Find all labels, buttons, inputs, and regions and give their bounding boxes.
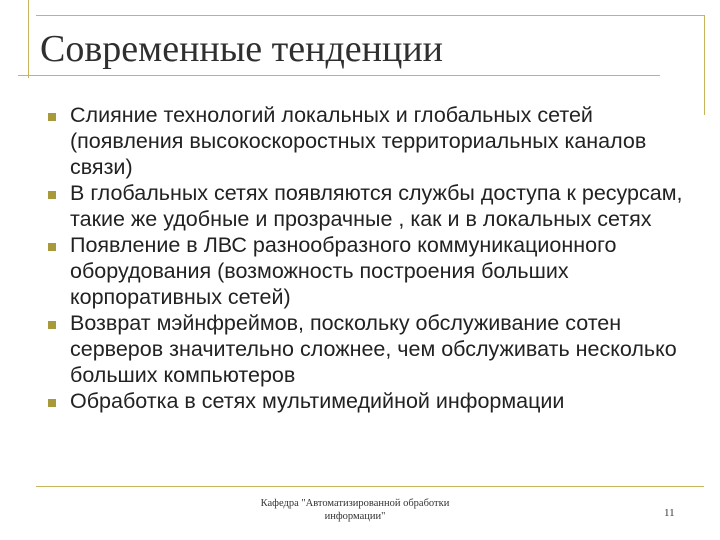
- title-underline: [18, 75, 660, 76]
- frame-top-line: [36, 15, 704, 16]
- footer-line: [36, 486, 704, 487]
- square-bullet-icon: [48, 113, 56, 121]
- bullet-text: Обработка в сетях мультимедийной информации: [70, 389, 565, 413]
- bullet-item: [48, 180, 698, 232]
- bullet-text: Появление в ЛВС разнообразного коммуникационного оборудования (возможность построения больших корпоративных сетей): [70, 233, 617, 309]
- frame-left-line: [28, 0, 29, 78]
- bullet-text: Возврат мэйнфреймов, поскольку обслуживание сотен серверов значительно сложнее, чем обслуживать несколько больших компьютеров: [70, 311, 677, 387]
- square-bullet-icon: [48, 321, 56, 329]
- bullet-item: [48, 388, 698, 414]
- bullet-list: [48, 102, 698, 414]
- bullet-text: В глобальных сетях появляются службы доступа к ресурсам, такие же удобные и прозрачные , как и в локальных сетях: [70, 181, 683, 231]
- bullet-text: Слияние технологий локальных и глобальных сетей (появления высокоскоростных территориальных каналов связи): [70, 103, 647, 179]
- slide-title: Современные тенденции: [40, 28, 443, 70]
- footer-department: Кафедра "Автоматизированной обработки информации": [260, 498, 450, 522]
- bullet-item: [48, 102, 698, 180]
- square-bullet-icon: [48, 191, 56, 199]
- bullet-item: [48, 232, 698, 310]
- square-bullet-icon: [48, 243, 56, 251]
- frame-right-line: [704, 15, 705, 115]
- bullet-item: [48, 310, 698, 388]
- page-number: 11: [664, 507, 675, 519]
- square-bullet-icon: [48, 399, 56, 407]
